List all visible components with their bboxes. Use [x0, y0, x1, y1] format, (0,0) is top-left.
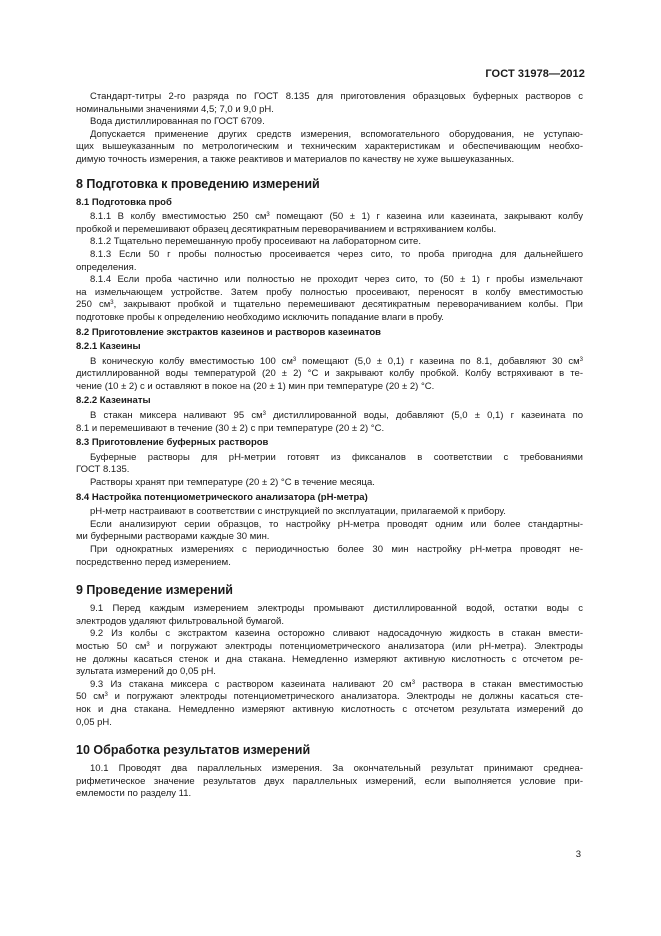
text-line: 0,05 рН.	[76, 716, 112, 728]
paragraph-allowed-equipment	[76, 129, 583, 167]
subsection-heading-8-3: 8.3 Приготовление буферных растворов	[76, 437, 269, 449]
text-line: щих вышеуказанным по метрологическим и техническим характеристикам и обеспечивающим необхо-	[76, 141, 583, 153]
text-line: подготовке пробы к определению необходимо исключить попадание влаги в пробу.	[76, 311, 444, 323]
text-line: чение (10 ± 2) с и оставляют в покое на (20 ± 1) мин при температуре (20 ± 2) °С.	[76, 380, 435, 392]
text-line: 8.1 и перемешивают в течение (30 ± 2) с при температуре (20 ± 2) °С.	[76, 422, 385, 434]
subsection-heading-8-2: 8.2 Приготовление экстрактов казеинов и растворов казеинатов	[76, 326, 381, 338]
paragraph-8-1-4	[76, 274, 583, 324]
paragraph-9-2	[76, 628, 583, 678]
text-line: Допускается применение других средств измерения, вспомогательного оборудования, не уступаю-	[90, 128, 583, 140]
text-line: Если анализируют серии образцов, то настройку рН-метра проводят одним или более стандартны-	[90, 518, 583, 530]
standard-number: ГОСТ 31978—2012	[485, 68, 585, 80]
text-line: 10.1 Проводят два параллельных измерения. За окончательный результат принимают среднеа-	[90, 763, 583, 775]
text-line: пробкой и перемешивают образец десятикратным переворачиванием и встряхиванием колбы.	[76, 223, 497, 235]
text-line: В коническую колбу вместимостью 100 $см^3$ помещают (5,0 ± 0,1) г казеина по 8.1, добавляют 30 $см^3$	[90, 355, 583, 367]
text-line: В стакан миксера наливают 95 $см^3$ дистиллированной воды, добавляют (5,0 ± 0,1) г казеината по	[90, 410, 583, 422]
paragraph-8-1-3	[76, 249, 583, 274]
text-line: нок и дна стакана. Немедленно измеряют активную кислотность с отсчетом результата измерений до	[76, 703, 583, 715]
subsection-heading-8-2-2: 8.2.2 Казеинаты	[76, 395, 151, 407]
text-line: 9.3 Из стакана миксера с раствором казеината наливают 20 $см^3$ раствора в стакан вместимостью	[90, 678, 583, 690]
paragraph-9-1	[76, 603, 583, 628]
subsection-heading-8-2-1: 8.2.1 Казеины	[76, 341, 141, 353]
text-line: ГОСТ 8.135.	[76, 464, 130, 476]
text-line: электродов удаляют фильтровальной бумагой.	[76, 615, 284, 627]
text-line: на измельчающем устройстве. Затем пробу полностью просеивают, переносят в колбу вместимостью	[76, 286, 583, 298]
paragraph-8-2-2	[76, 410, 583, 435]
paragraph-8-1-1	[76, 211, 583, 236]
text-line: посредственно перед измерением.	[76, 556, 231, 568]
paragraph-8-1-2	[76, 236, 583, 249]
text-line: 50 $см^3$ и погружают электроды потенциометрического анализатора. Электроды не должны касаться сте-	[76, 691, 583, 703]
paragraph-8-4-single	[76, 544, 583, 569]
text-line: 8.1.1 В колбу вместимостью 250 $см^3$ помещают (50 ± 1) г казеина или казеината, закрывают колбу	[90, 211, 583, 223]
paragraph-distilled-water	[76, 116, 583, 129]
paragraph-8-3-storage	[76, 477, 583, 490]
paragraph-8-2-1	[76, 356, 583, 394]
page-number: 3	[575, 849, 581, 860]
text-line: 8.1.3 Если 50 г пробы полностью просеивается через сито, то проба пригодна для дальнейшего	[90, 248, 583, 260]
section-heading-8: 8 Подготовка к проведению измерений	[76, 176, 320, 191]
text-line: 9.1 Перед каждым измерением электроды промывают дистиллированной водой, остатки воды с	[90, 603, 583, 615]
paragraph-8-4-series	[76, 519, 583, 544]
text-line: определения.	[76, 261, 137, 273]
text-line: Растворы хранят при температуре (20 ± 2) °С в течение месяца.	[90, 477, 375, 489]
paragraph-8-3-buffers	[76, 452, 583, 477]
text-line: 250 $см^3$, закрывают пробкой и тщательно перемешивают десятикратным переворачиванием колбы. При	[76, 299, 583, 311]
text-line: Буферные растворы для рН-метрии готовят из фиксаналов в соответствии с требованиями	[90, 451, 583, 463]
section-heading-10: 10 Обработка результатов измерений	[76, 743, 311, 758]
paragraph-9-3	[76, 679, 583, 729]
text-line: зультата измерений до 0,05 рН.	[76, 666, 216, 678]
text-line: При однократных измерениях с периодичностью более 30 мин настройку рН-метра проводят не-	[90, 544, 583, 555]
text-line: емлемости по разделу 11.	[76, 788, 192, 800]
text-line: Вода дистиллированная по ГОСТ 6709.	[90, 116, 265, 128]
text-line: 9.2 Из колбы с экстрактом казеина осторожно сливают надосадочную жидкость в стакан вмести-	[90, 628, 583, 640]
text-line: мостью 50 $см^3$ и погружают электроды потенциометрического анализатора (или рН-метра). Электроды	[76, 640, 583, 652]
text-line: 8.1.2 Тщательно перемешанную пробу просеивают на лабораторном сите.	[90, 236, 421, 248]
text-line: дистиллированной воды температурой (20 ± 2) °С и закрывают колбу пробкой. Колбу встряхивают в те-	[76, 368, 583, 380]
page-body	[76, 91, 583, 801]
text-line: рН-метр настраивают в соответствии с инструкцией по эксплуатации, прилагаемой к прибору.	[90, 506, 506, 518]
section-heading-9: 9 Проведение измерений	[76, 583, 233, 598]
text-line: номинальными значениями 4,5; 7,0 и 9,0 pH.	[76, 103, 274, 115]
text-line: рифметическое значение результатов двух параллельных измерений, если выполняется условие при-	[76, 775, 583, 787]
text-line: 8.1.4 Если проба частично или полностью не проходит через сито, то (50 ± 1) г пробы измельчают	[90, 274, 583, 286]
paragraph-standard-titres	[76, 91, 583, 116]
paragraph-10-1	[76, 763, 583, 801]
subsection-heading-8-1: 8.1 Подготовка проб	[76, 196, 172, 208]
paragraph-8-4-setup	[76, 506, 583, 519]
subsection-heading-8-4: 8.4 Настройка потенциометрического анализатора (рН-метра)	[76, 491, 368, 503]
text-line: не должны касаться стенок и дна стакана. Немедленно измеряют активную кислотность с отсчетом ре-	[76, 653, 583, 665]
text-line: Стандарт-титры 2-го разряда по ГОСТ 8.135 для приготовления образцовых буферных растворов с	[90, 91, 583, 102]
text-line: димую точность измерения, а также реактивов и материалов по качеству не хуже вышеуказанных.	[76, 153, 515, 165]
text-line: ми буферными растворами каждые 30 мин.	[76, 531, 270, 543]
